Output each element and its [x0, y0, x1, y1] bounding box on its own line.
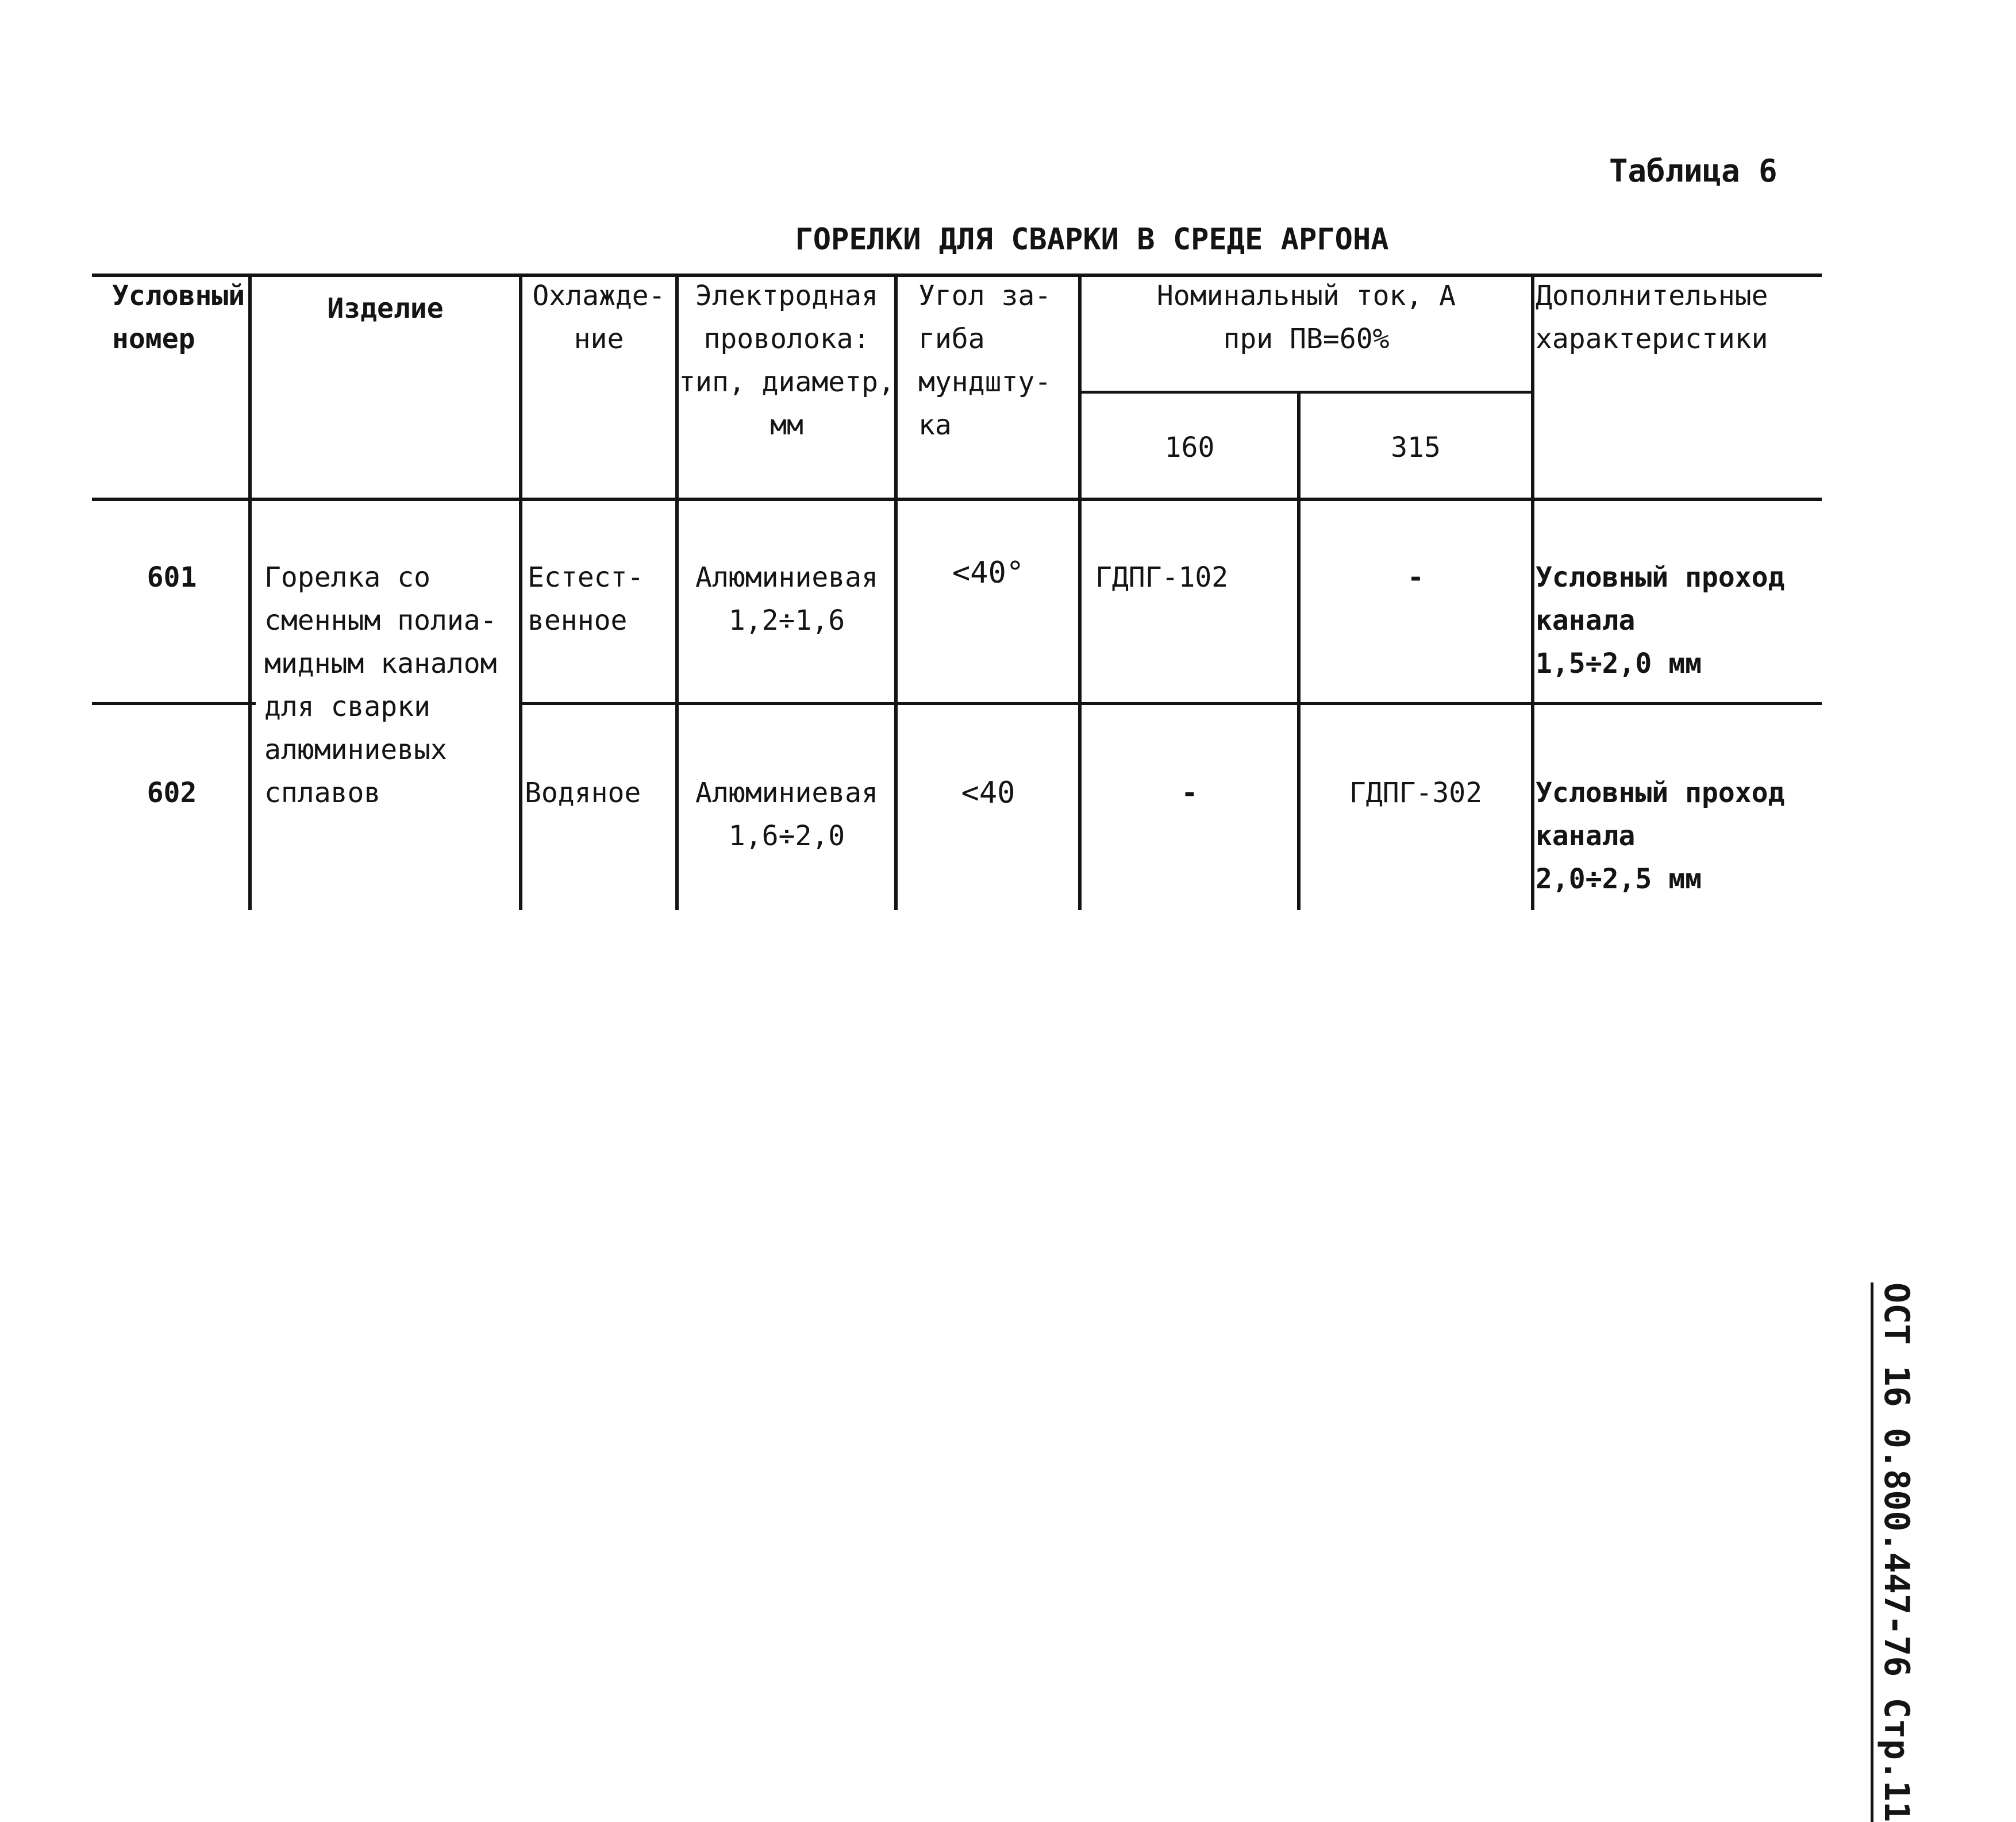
product-line5: алюминиевых — [264, 734, 447, 766]
header-current-315: 315 — [1391, 432, 1441, 464]
row-rule-main — [520, 702, 1822, 705]
header-angle-line2: гиба — [918, 323, 985, 355]
row1-number: 601 — [147, 561, 197, 594]
row2-angle: <40 — [961, 776, 1015, 810]
table-label: Таблица 6 — [1609, 153, 1778, 189]
header-bottom-rule — [92, 498, 1822, 501]
header-cooling-line2: ние — [574, 323, 624, 355]
row2-current-315: ГДПГ-302 — [1349, 777, 1483, 809]
row1-current-160: ГДПГ-102 — [1095, 561, 1229, 594]
header-wire-line1: Электродная — [695, 280, 878, 312]
header-wire-line4: мм — [770, 409, 803, 441]
row2-number: 602 — [147, 777, 197, 809]
header-angle-line1: Угол за- — [918, 280, 1052, 312]
header-number-line2: номер — [112, 323, 195, 355]
row1-wire: Алюминиевая 1,2÷1,6 — [695, 561, 878, 637]
row2-current-160: - — [1181, 777, 1198, 809]
row2-extra: Условный проход канала 2,0÷2,5 мм — [1536, 777, 1785, 895]
header-product: Изделие — [327, 292, 444, 325]
product-line6: сплавов — [264, 777, 381, 809]
product-line2: сменным полиа- — [264, 604, 497, 637]
row2-wire: Алюминиевая 1,6÷2,0 — [695, 777, 878, 852]
document-designation: ОСТ 16 0.800.447-76 Стр.11 — [1871, 1282, 1919, 1822]
row1-angle: <40° — [952, 556, 1025, 590]
col-divider-7 — [1531, 274, 1534, 910]
product-line3: мидным каналом — [264, 648, 497, 680]
header-number-line1: Условный — [112, 280, 245, 312]
header-angle-line3: мундшту- — [918, 366, 1052, 398]
row1-current-315: - — [1407, 561, 1424, 594]
header-current-line2: при ПВ=60% — [1223, 323, 1390, 355]
product-line4: для сварки — [264, 691, 430, 723]
current-subheader-rule — [1080, 391, 1534, 394]
product-line1: Горелка со — [264, 561, 430, 594]
row-rule-number — [92, 702, 256, 705]
table-title: ГОРЕЛКИ ДЛЯ СВАРКИ В СРЕДЕ АРГОНА — [795, 222, 1389, 257]
header-angle-line4: ка — [918, 409, 952, 441]
header-wire-line2: проволока: — [703, 323, 870, 355]
header-wire-line3: тип, диаметр, — [679, 366, 895, 398]
row1-cooling: Естест- венное — [528, 561, 644, 637]
row1-extra: Условный проход канала 1,5÷2,0 мм — [1536, 561, 1785, 680]
header-extra-line2: характеристики — [1536, 323, 1768, 355]
header-current-line1: Номинальный ток, А — [1156, 280, 1456, 312]
header-extra-line1: Дополнительные — [1536, 280, 1768, 312]
header-cooling-line1: Охлажде- — [532, 280, 665, 312]
row2-cooling: Водяное — [525, 777, 641, 809]
col-divider-2 — [519, 274, 522, 910]
header-current-160: 160 — [1164, 432, 1215, 464]
